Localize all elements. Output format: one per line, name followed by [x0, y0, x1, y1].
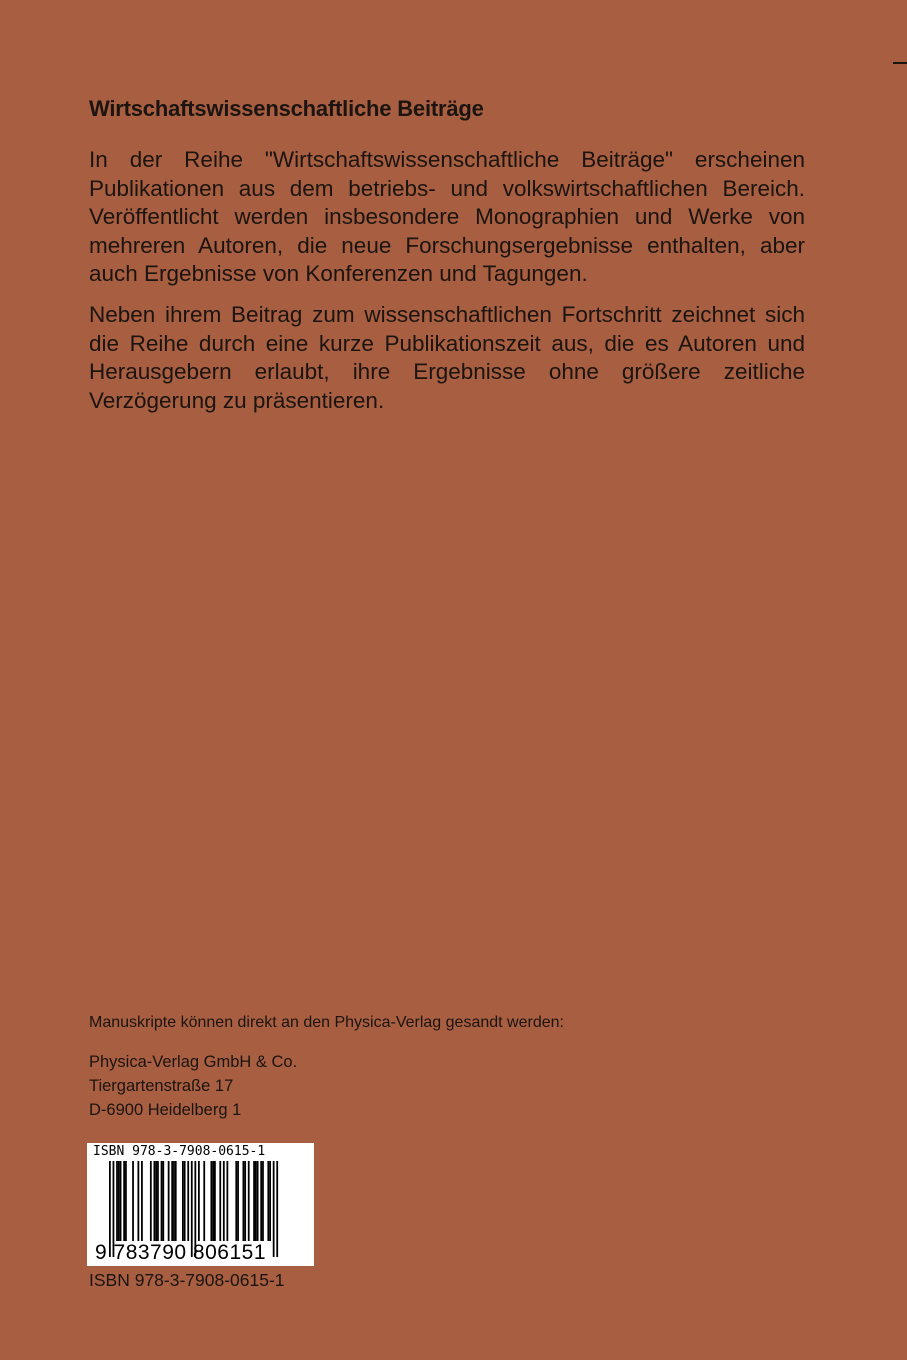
barcode-bar	[162, 1161, 164, 1241]
manuscript-note: Manuskripte können direkt an den Physica-Verlag gesandt werden:	[89, 1014, 564, 1031]
barcode-bar	[171, 1161, 173, 1241]
barcode-bar	[248, 1161, 250, 1241]
barcode-bar	[150, 1161, 152, 1241]
series-title: Wirtschaftswissenschaftliche Beiträge	[89, 96, 484, 121]
barcode-bar	[276, 1161, 278, 1257]
series-description-paragraph: In der Reihe "Wirtschaftswissenschaftliche Beiträge" erscheinen Publikationen aus dem betriebs- und volkswirtschaftlichen Bereich. Veröffentlicht werden insbesondere Monographien und Werke von mehreren Autoren, die neue Forschungsergebnisse enthalten, aber auch Ergebnisse von Konferenzen und Tagungen.	[89, 147, 805, 286]
address-line-street: Tiergartenstraße 17	[89, 1077, 234, 1095]
barcode-bar	[260, 1161, 262, 1241]
barcode-bar	[262, 1161, 264, 1241]
barcode-bar	[155, 1161, 157, 1241]
barcode-bar	[244, 1161, 246, 1241]
barcode-bar	[269, 1161, 271, 1241]
barcode-bar	[182, 1161, 184, 1241]
barcode-bar	[137, 1161, 139, 1241]
crop-mark	[893, 62, 907, 64]
barcode-bar	[173, 1161, 175, 1241]
barcode-bar	[184, 1161, 186, 1241]
barcode-bar	[132, 1161, 134, 1241]
barcode-bar	[187, 1161, 189, 1241]
barcode-bar	[257, 1161, 259, 1241]
barcode-bar	[154, 1161, 156, 1241]
address-line-publisher: Physica-Verlag GmbH & Co.	[89, 1053, 298, 1071]
barcode-bar	[243, 1161, 245, 1241]
barcode-bar	[255, 1161, 257, 1241]
barcode-bar	[273, 1161, 275, 1257]
isbn-barcode	[87, 1143, 314, 1266]
barcode-bar	[267, 1161, 269, 1241]
barcode-bar	[253, 1161, 255, 1241]
barcode-bar	[175, 1161, 177, 1241]
barcode-bar	[235, 1161, 237, 1241]
isbn-number: ISBN 978-3-7908-0615-1	[89, 1270, 285, 1290]
series-benefits-paragraph: Neben ihrem Beitrag zum wissenschaftlichen Fortschritt zeichnet sich die Reihe durch eine kurze Publikationszeit aus, die es Autoren und Herausgebern erlaubt, ihre Ergebnisse ohne größere zeitliche Verzögerung zu präsentieren.	[89, 302, 805, 413]
barcode-isbn-label: ISBN 978-3-7908-0615-1	[93, 1144, 266, 1159]
barcode-bar	[214, 1161, 216, 1241]
barcode-bar	[223, 1161, 225, 1241]
barcode-bar	[161, 1161, 163, 1241]
barcode-bar	[212, 1161, 214, 1241]
barcode-bar	[120, 1161, 122, 1241]
barcode-bar	[125, 1161, 127, 1241]
barcode-digits: 9 783790 806151	[95, 1241, 266, 1264]
barcode-bar	[168, 1161, 170, 1241]
barcode-bar	[157, 1161, 159, 1241]
barcode-bar	[226, 1161, 228, 1241]
barcode-bar	[123, 1161, 125, 1241]
barcode-bar	[210, 1161, 212, 1241]
barcode-bar	[141, 1161, 143, 1241]
barcode-bar	[198, 1161, 200, 1241]
barcode-bar	[116, 1161, 118, 1241]
barcode-bar	[118, 1161, 120, 1241]
address-line-city: D-6900 Heidelberg 1	[89, 1101, 242, 1119]
publisher-address	[89, 1050, 297, 1122]
barcode-bar	[237, 1161, 239, 1241]
barcode-bar	[219, 1161, 221, 1241]
barcode-bar	[203, 1161, 205, 1241]
